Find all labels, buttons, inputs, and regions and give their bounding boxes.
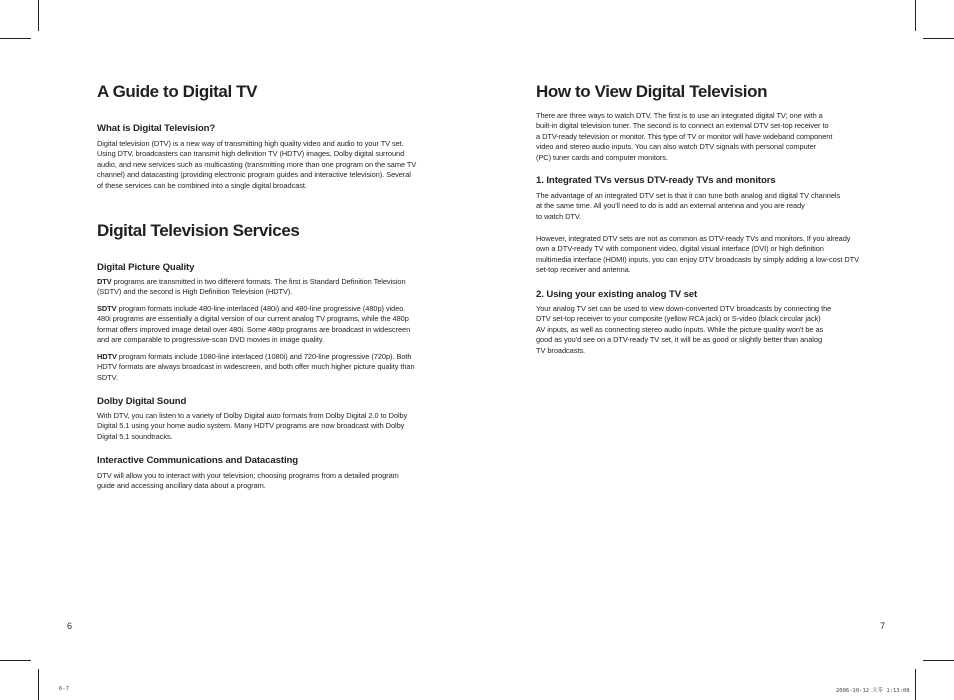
integrated-text-2: However, integrated DTV sets are not as common as DTV-ready TVs and monitors. If you already own a DTV-ready TV with component video, digital visual interface (DVI) or high definition multimedia interface (HDMI) inputs, you can enjoy DTV broadcasts by simply adding a low-cost DTV set-top receiver and antenna. xyxy=(536,234,859,275)
hdtv-text: program formats include 1080-line interlaced (1080i) and 720-line progressive (720p). Both HDTV formats are always broadcast in widescreen, and both offer much higher picture quality than SDTV. xyxy=(97,352,415,382)
footer-code: 6-7 xyxy=(59,686,69,692)
dtv-text: programs are transmitted in two different formats. The first is Standard Definition Television (SDTV) and the second is High Definition Television (HDTV). xyxy=(97,277,406,297)
sdtv-text: program formats include 480-line interlaced (480i) and 480-line progressive (480p) video. 480i programs are essentially a digital version of our current analog TV programs, while the 480p format offers improved image detail over 480i. Some 480p programs are broadcast in widescreen and are comparable to progressive-scan DVD movies in image quality. xyxy=(97,304,411,345)
dtv-paragraph xyxy=(97,277,406,298)
guide-title: A Guide to Digital TV xyxy=(97,82,258,101)
interactive-text: DTV will allow you to interact with your television; choosing programs from a detailed program guide and accessing ancillary data about a program. xyxy=(97,471,399,491)
analog-heading: 2. Using your existing analog TV set xyxy=(536,289,698,300)
analog-text: Your analog TV set can be used to view down-converted DTV broadcasts by connecting the DTV set-top receiver to your composite (yellow RCA jack) or S-video (black circular jack) AV inputs, as well as connecting stereo audio inputs. While the picture quality won't be as good as you'd see on a DTV-ready TV set, it will be as good or slightly better than analog TV broadcasts. xyxy=(536,304,832,355)
crop-mark xyxy=(923,660,954,661)
integrated-text-1: The advantage of an integrated DTV set is that it can tune both analog and digital TV channels at the same time. All you'll need to do is add an external antenna and you are ready to watch DTV. xyxy=(536,191,841,221)
services-title: Digital Television Services xyxy=(97,221,300,240)
what-is-dtv-heading: What is Digital Television? xyxy=(97,123,216,134)
crop-mark xyxy=(38,0,39,31)
interactive-heading: Interactive Communications and Datacasting xyxy=(97,455,299,466)
dolby-text: With DTV, you can listen to a variety of Dolby Digital auto formats from Dolby Digital 2.0 to Dolby Digital 5.1 using your home audio system. Many HDTV programs are now broadcast with Dolby Digital 5.1 soundtracks. xyxy=(97,411,408,441)
intro-text: There are three ways to watch DTV. The first is to use an integrated digital TV; one with a built-in digital television tuner. The second is to connect an external DTV set-top receiver to a DTV-ready television or monitor. This type of TV or monitor will have wideband component video and stereo audio inputs. You can also watch DTV signals with personal computer (PC) tuner cards and computer monitors. xyxy=(536,111,833,162)
crop-mark xyxy=(0,660,31,661)
crop-mark xyxy=(923,38,954,39)
view-dtv-title: How to View Digital Television xyxy=(536,82,768,101)
crop-mark xyxy=(915,669,916,700)
sdtv-term: SDTV xyxy=(97,304,117,313)
footer-timestamp: 2006-10-12 오후 1:13:08 xyxy=(836,688,910,694)
page-number-right: 7 xyxy=(880,621,886,631)
integrated-heading: 1. Integrated TVs versus DTV-ready TVs and monitors xyxy=(536,175,776,186)
picture-quality-heading: Digital Picture Quality xyxy=(97,262,195,273)
crop-mark xyxy=(0,38,31,39)
hdtv-paragraph xyxy=(97,352,415,383)
page-number-left: 6 xyxy=(67,621,73,631)
crop-mark xyxy=(915,0,916,31)
sdtv-paragraph xyxy=(97,304,410,346)
hdtv-term: HDTV xyxy=(97,352,117,361)
what-is-dtv-text: Digital television (DTV) is a new way of transmitting high quality video and audio to your TV set. Using DTV, broadcasters can transmit high definition TV (HDTV) images, Dolby digital surround audio, and new services such as multicasting (transmitting more than one program on the same TV channel) and datacasting (providing electronic program guides and interactive television). Several of these services can be combined into a single digital broadcast. xyxy=(97,139,417,190)
dolby-heading: Dolby Digital Sound xyxy=(97,396,187,407)
crop-mark xyxy=(38,669,39,700)
dtv-term: DTV xyxy=(97,277,112,286)
